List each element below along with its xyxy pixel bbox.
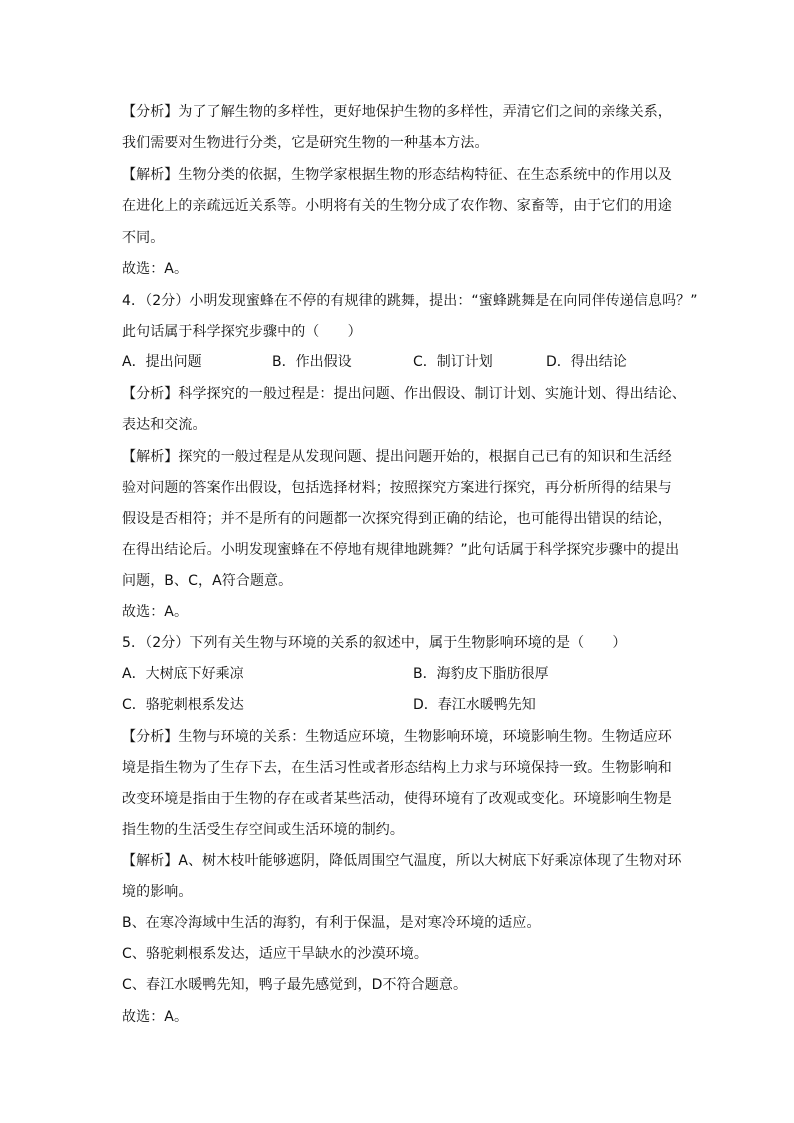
q5-explanation-line-3: B、在寒冷海域中生活的海豹，有利于保温，是对寒冷环境的适应。 (122, 915, 541, 931)
q3-answer: 故选：A。 (122, 261, 189, 277)
q4-explanation-line-3: 假设是否相符；并不是所有的问题都一次探究得到正确的结论，也可能得出错误的结论， (122, 511, 672, 527)
q5-option-d: D．春江水暖鸭先知 (413, 697, 536, 713)
q4-explanation-line-2: 验对问题的答案作出假设，包括选择材料；按照探究方案进行探究，再分析所得的结果与 (122, 480, 672, 496)
q5-explanation-line-2: 境的影响。 (122, 884, 193, 900)
q4-option-c: C．制订计划 (413, 354, 493, 370)
q5-analysis-line-2: 境是指生物为了生存下去，在生活习性或者形态结构上力求与环境保持一致。生物影响和 (122, 760, 672, 776)
q3-explanation-line-2: 在进化上的亲疏远近关系等。小明将有关的生物分成了农作物、家畜等，由于它们的用途 (122, 198, 672, 214)
q4-explanation-line-4: 在得出结论后。小明发现蜜蜂在不停地有规律地跳舞？”此句话属于科学探究步骤中的提出 (122, 542, 680, 558)
q4-option-d: D．得出结论 (546, 354, 627, 370)
q5-explanation-line-1: 【解析】A、树木枝叶能够遮阴，降低周围空气温度，所以大树底下好乘凉体现了生物对环 (122, 853, 682, 869)
q5-explanation-line-5: C、春江水暖鸭先知，鸭子最先感觉到，D不符合题意。 (122, 977, 468, 993)
q3-analysis-line-1: 【分析】为了了解生物的多样性，更好地保护生物的多样性，弄清它们之间的亲缘关系， (122, 104, 672, 120)
q4-answer: 故选：A。 (122, 604, 189, 620)
q4-stem-line-1: 4．（2分）小明发现蜜蜂在不停的有规律的跳舞，提出：“蜜蜂跳舞是在向同伴传递信息吗？” (122, 293, 698, 309)
q4-stem-line-2: 此句话属于科学探究步骤中的（ ） (122, 324, 362, 340)
q5-answer: 故选：A。 (122, 1009, 189, 1025)
q5-stem-line-1: 5．（2分）下列有关生物与环境的关系的叙述中，属于生物影响环境的是（ ） (122, 635, 627, 651)
q4-explanation-line-1: 【解析】探究的一般过程是从发现问题、提出问题开始的，根据自己已有的知识和生活经 (122, 449, 672, 465)
q4-option-b: B．作出假设 (272, 354, 352, 370)
q3-explanation-line-3: 不同。 (122, 230, 165, 246)
q4-analysis-line-2: 表达和交流。 (122, 417, 207, 433)
q5-explanation-line-4: C、骆驼刺根系发达，适应干旱缺水的沙漠环境。 (122, 946, 428, 962)
q5-option-c: C．骆驼刺根系发达 (122, 697, 244, 713)
q4-option-a: A．提出问题 (122, 354, 202, 370)
q5-analysis-line-1: 【分析】生物与环境的关系：生物适应环境，生物影响环境，环境影响生物。生物适应环 (122, 729, 672, 745)
q5-analysis-line-4: 指生物的生活受生存空间或生活环境的制约。 (122, 822, 404, 838)
q4-explanation-line-5: 问题，B、C，A符合题意。 (122, 573, 293, 589)
q5-analysis-line-3: 改变环境是指由于生物的存在或者某些活动，使得环境有了改观或变化。环境影响生物是 (122, 791, 672, 807)
q3-analysis-line-2: 我们需要对生物进行分类，它是研究生物的一种基本方法。 (122, 135, 489, 151)
q3-explanation-line-1: 【解析】生物分类的依据，生物学家根据生物的形态结构特征、在生态系统中的作用以及 (122, 167, 672, 183)
q5-option-a: A．大树底下好乘凉 (122, 666, 244, 682)
q5-option-b: B．海豹皮下脂肪很厚 (413, 666, 549, 682)
q4-analysis-line-1: 【分析】科学探究的一般过程是：提出问题、作出假设、制订计划、实施计划、得出结论、 (122, 386, 686, 402)
